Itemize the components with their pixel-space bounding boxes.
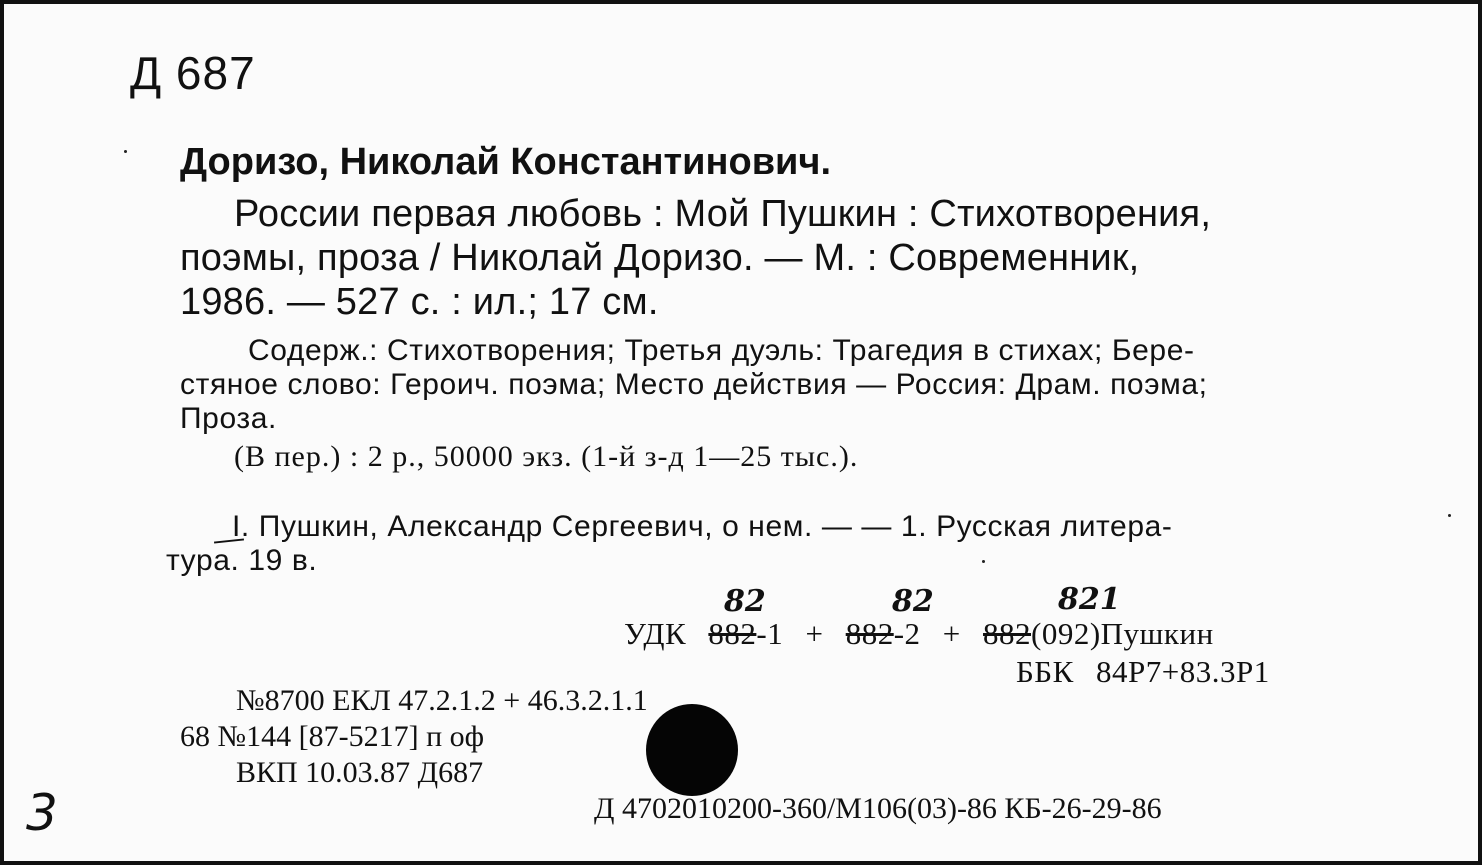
title-line-3: 1986. — 527 с. : ил.; 17 см. (180, 281, 659, 323)
udk-label: УДК (624, 616, 687, 651)
subjects-line-1: I. Пушкин, Александр Сергеевич, о нем. — — 1. Русская литера- (232, 510, 1173, 543)
udk-rest-3: (092)Пушкин (1031, 616, 1214, 651)
subjects-line-2: тура. 19 в. (166, 544, 318, 577)
library-stamp (646, 704, 738, 796)
title-line-2: поэмы, проза / Николай Доризо. — М. : Современник, (180, 237, 1140, 279)
udk-line (624, 616, 1214, 652)
udk-struck-3: 882 (983, 616, 1032, 651)
author-heading: Доризо, Николай Константинович. (180, 141, 832, 183)
speck (124, 150, 127, 153)
record-line-1: №8700 ЕКЛ 47.2.1.2 + 46.3.2.1.1 (236, 684, 648, 717)
udk-struck-2: 882 (845, 616, 894, 651)
speck (982, 560, 985, 563)
isbn-line: Д 4702010200-360/М106(03)-86 КБ-26-29-86 (594, 792, 1162, 825)
udk-correction-3: 821 (1058, 582, 1121, 617)
call-number: Д 687 (130, 47, 256, 99)
udk-correction-1: 82 (724, 584, 766, 619)
udk-rest-1: -1 (756, 616, 784, 651)
contents-line-3: Проза. (180, 402, 277, 435)
udk-rest-2: -2 (893, 616, 921, 651)
record-line-3: ВКП 10.03.87 Д687 (236, 756, 484, 789)
contents-line-1: Содерж.: Стихотворения; Третья дуэль: Трагедия в стихах; Бере- (248, 334, 1195, 367)
udk-correction-2: 82 (892, 584, 934, 619)
speck (1448, 514, 1451, 517)
udk-plus-1: + (805, 616, 824, 651)
bbk-line: ББК 84Р7+83.3Р1 (1016, 654, 1270, 689)
title-line-1: России первая любовь : Мой Пушкин : Стихотворения, (234, 193, 1212, 235)
udk-struck-1: 882 (708, 616, 757, 651)
udk-plus-2: + (942, 616, 961, 651)
record-line-2: 68 №144 [87-5217] п оф (180, 720, 485, 753)
price-line: (В пер.) : 2 р., 50000 экз. (1-й з-д 1—25 тыс.). (234, 440, 859, 473)
corner-mark: 3 (26, 784, 58, 842)
contents-line-2: стяное слово: Героич. поэма; Место действия — Россия: Драм. поэма; (180, 368, 1208, 401)
